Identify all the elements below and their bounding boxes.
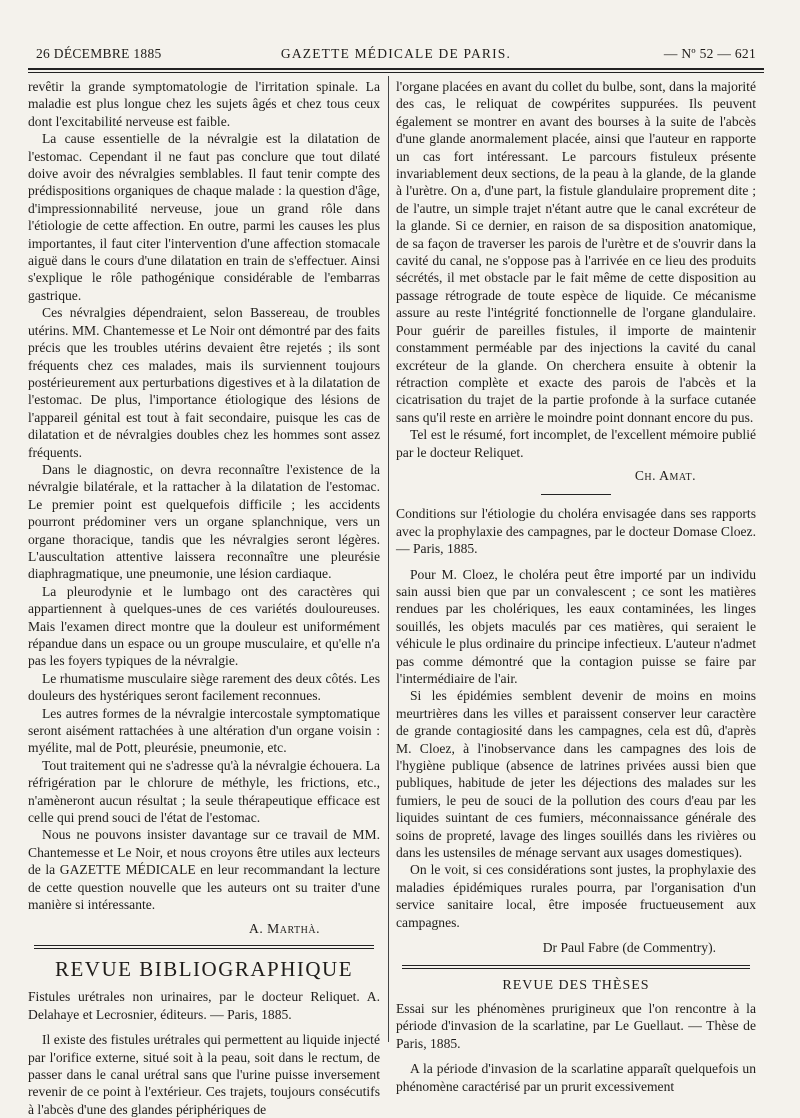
paragraph: Le rhumatisme musculaire siège rarement des deux côtés. Les douleurs des hystériques seront facilement reconnues. <box>28 670 380 704</box>
paragraph: revêtir la grande symptomatologie de l'irritation spinale. La maladie est plus longue chez les sujets âgés et chez tous ceux dont l'excitabilité nerveuse est faible. <box>28 79 380 129</box>
paragraph: Si les épidémies semblent devenir de moins en moins meurtrières dans les villes et paraissent conserver leur caractère de grande contagiosité dans les campagnes, cela est dû, d'après M. Cloez, à l'inobservance dans les campagnes des lois de l'hygiène publique (absence de latrines privées aussi bien que publiques, habitude de jeter les déjections des malades sur les fumiers, le peu de souci de la pollution des cours d'eau par les liquides suintant de ces fumiers, méconnaissance générale des soins de propreté, lavage des linges souillés dans les rivières ou dans les ustensiles de ménage servant aux usages domestiques). <box>396 688 756 861</box>
paragraph: Tout traitement qui ne s'adresse qu'à la névralgie échouera. La réfrigération par le chlorure de méthyle, les frictions, etc., n'amèneront aucun résultat ; la seule thérapeutique efficace est celle qui prend souci de l'état de l'estomac. <box>28 757 380 826</box>
journal-title: GAZETTE MÉDICALE DE PARIS. <box>280 46 512 61</box>
left-column <box>28 78 380 1118</box>
paragraph: La cause essentielle de la névralgie est la dilatation de l'estomac. Cependant il ne faut pas conclure que tout dilaté doive avoir des névralgies semblables. Il faut tenir compte des prédispositions organiques de chaque malade : la question d'âge, d'impressionnabilité nerveuse, joue un grand rôle dans l'étiologie de cette affection. En outre, parmi les causes les plus importantes, il faut citer l'intervention d'une affection stomacale aiguë dans le cours d'une dilatation en train de s'effectuer. Ainsi s'explique le rôle pathogénique considérable de l'embarras gastrique. <box>28 131 380 303</box>
author-signature: Dr Paul Fabre (de Commentry). <box>542 940 716 956</box>
paragraph: A la période d'invasion de la scarlatine apparaît quelquefois un phénomène caractérisé par un prurit excessivement <box>396 1061 756 1094</box>
page-number: — Nº 52 — 621 <box>663 46 756 61</box>
author-signature: A. Marthà. <box>249 920 320 936</box>
paragraph: Pour M. Cloez, le choléra peut être importé par un individu sain aussi bien que par un convalescent ; ce sont les matières rendues par les cholériques, les eaux contaminées, les linges souillés, les objets maculés par ces matières, qui seraient le véhicule le plus ordinaire du principe infectieux. L'auteur n'admet pas comme démontré que la contagion puisse se faire par l'intermédiaire de l'air. <box>396 566 756 686</box>
paragraph: Dans le diagnostic, on devra reconnaître l'existence de la névralgie bilatérale, et la rattacher à la dilatation de l'estomac. Le premier point est quelquefois difficile ; les accidents pourront prédominer vers un organe splanchnique, vers un organe thoracique, tandis que les névralgies seront légères. L'auscultation attentive laissera reconnaître une pleurésie diaphragmatique, une pneumonie, une lésion cardiaque. <box>28 461 380 582</box>
paragraph: Les autres formes de la névralgie intercostale symptomatique seront aisément rattachées à une altération d'un organe voisin : myélite, mal de Pott, pleurésie, pneumonie, etc. <box>28 705 380 756</box>
right-column <box>396 78 756 1095</box>
section-rule <box>34 945 374 949</box>
paragraph: Ces névralgies dépendraient, selon Bassereau, de troubles utérins. MM. Chantemesse et Le Noir ont démontré par des faits précis que les troubles utérins devaient être rejetés ; ils sont fréquents chez ces malades, mais ils surviennent toujours postérieurement aux perturbations digestives et à la dilatation de l'estomac. De plus, l'importance étiologique des lésions de l'appareil génital est tout à fait secondaire, puisque les cas de dilatation et de névralgies doubles chez les hommes sont assez fréquents. <box>28 305 380 460</box>
header-rule <box>28 68 764 70</box>
column-divider <box>388 76 389 1042</box>
paragraph: Il existe des fistules urétrales qui permettent au liquide injecté par l'orifice externe, situé soit à la peau, soit dans le rectum, de passer dans le canal urétral sans que l'urine puisse inversement revenir de ce point à l'extérieur. Ces trajets, toujours consécutifs à l'abcès d'une des glandes périphériques de <box>28 1032 380 1117</box>
book-reference: Fistules urétrales non urinaires, par le docteur Reliquet. A. Delahaye et Lecrosnier, éditeurs. — Paris, 1885. <box>28 989 380 1022</box>
page-header <box>36 44 756 66</box>
section-title: REVUE DES THÈSES <box>502 977 650 993</box>
thesis-reference: Essai sur les phénomènes prurigineux que l'on rencontre à la période d'invasion de la scarlatine, par Le Guellaut. — Thèse de Paris, 1885. <box>396 1000 756 1051</box>
section-rule <box>402 965 750 969</box>
paragraph: La pleurodynie et le lumbago ont des caractères qui appartiennent à quelques-unes de ces variétés douloureuses. Mais l'examen direct montre que la douleur est uniformément répandue dans un espace ou un groupe musculaire, et qu'elle n'a pas les foyers typiques de la névralgie. <box>28 583 380 669</box>
paragraph: Tel est le résumé, fort incomplet, de l'excellent mémoire publié par le docteur Reliquet. <box>396 427 756 460</box>
paragraph: l'organe placées en avant du collet du bulbe, sont, dans la majorité des cas, le reliquat de cowpérites suppurées. Ils peuvent également se montrer en avant des bourses à la suite de l'abcès d'une glande anormalement placée, ainsi que l'auteur en rapporte un cas fort intéressant. Le parcours fistuleux présente invariablement deux sections, de la peau à la glande, de la glande à l'urètre. On a, d'une part, la fistule glandulaire proprement dite ; de l'autre, un simple trajet n'étant autre que le canal excréteur de la glande. Si ce dernier, en raison de sa disposition anatomique, de sa façon de traverser les parois de l'urètre et de s'ouvrir dans la cavité du canal, ne s'oppose pas à l'arrivée en ce lieu des produits sécrétés, il met obstacle par le fait même de cette disposition au passage rétrograde de toute espèce de liquide. Ce mécanisme assure au reste l'intégrité fonctionnelle de l'organe glandulaire. Pour guérir de pareilles fistules, il importe de maintenir constamment perméable par des injections la cavité du canal excréteur de la glande. On cherchera ensuite à obtenir la rétraction complète et exacte des parois de l'abcès et la cicatrisation du trajet de la partie profonde à la surface cutanée sans qu'il reste en arrière le moindre point donnant encore du pus. <box>396 79 756 425</box>
separator-rule <box>541 494 611 495</box>
paragraph: Nous ne pouvons insister davantage sur ce travail de MM. Chantemesse et Le Noir, et nous croyons être utiles aux lecteurs de la GAZETTE MÉDICALE en leur recommandant la lecture de cette question nouvelle que les auteurs ont su traiter d'une manière si intéressante. <box>28 827 380 913</box>
issue-date: 26 DÉCEMBRE 1885 <box>36 46 162 61</box>
paragraph: On le voit, si ces considérations sont justes, la prophylaxie des maladies épidémiques rurales pourra, par l'organisation d'un service sanitaire local, être imposée fructueusement aux campagnes. <box>396 862 756 930</box>
author-signature: Ch. Amat. <box>634 467 696 483</box>
section-title: REVUE BIBLIOGRAPHIQUE <box>54 956 354 981</box>
header-rule-thin <box>28 72 764 73</box>
book-reference: Conditions sur l'étiologie du choléra envisagée dans ses rapports avec la prophylaxie des campagnes, par le docteur Domase Cloez. — Paris, 1885. <box>396 506 756 557</box>
